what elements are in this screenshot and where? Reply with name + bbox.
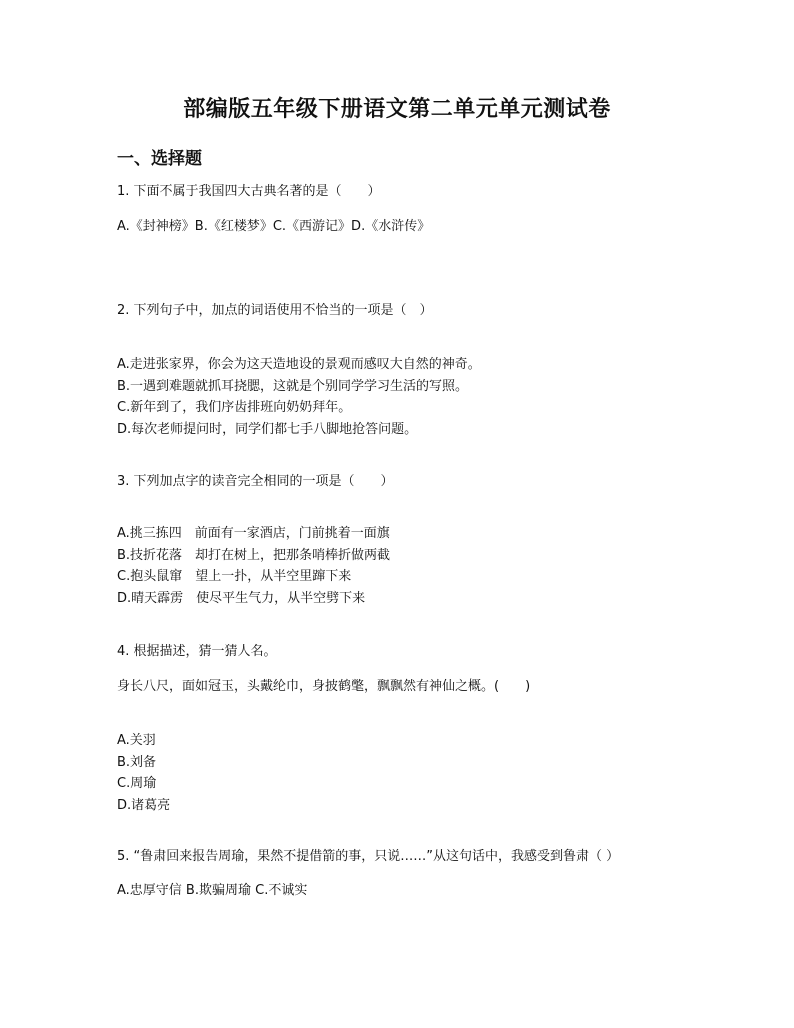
question-3-option-a: A.挑三拣四 前面有一家酒店，门前挑着一面旗 bbox=[117, 526, 390, 541]
question-3-option-c: C.抱头鼠窜 望上一扑，从半空里蹿下来 bbox=[117, 569, 352, 584]
question-4-stem: 4. 根据描述，猜一猜人名。 bbox=[117, 644, 277, 659]
question-1-options: A.《封神榜》B.《红楼梦》C.《西游记》D.《水浒传》 bbox=[117, 219, 431, 234]
question-2-option-d: D.每次老师提问时，同学们都七手八脚地抢答问题。 bbox=[117, 421, 418, 437]
question-2-option-b: B.一遇到难题就抓耳挠腮，这就是个别同学学习生活的写照。 bbox=[117, 378, 469, 394]
question-1-stem: 1. 下面不属于我国四大古典名著的是（ ） bbox=[117, 184, 381, 199]
question-4-options bbox=[117, 730, 170, 816]
question-2-option-a: A.走进张家界，你会为这天造地设的景观而感叹大自然的神奇。 bbox=[117, 357, 481, 372]
question-5-options: A.忠厚守信 B.欺骗周瑜 C.不诚实 bbox=[117, 883, 308, 898]
question-2-stem: 2. 下列句子中，加点的词语使用不恰当的一项是（ ） bbox=[117, 303, 433, 318]
document-title: 部编版五年级下册语文第二单元单元测试卷 bbox=[183, 96, 611, 122]
question-4-description: 身长八尺，面如冠玉，头戴纶巾，身披鹤氅，飘飘然有神仙之概。( ) bbox=[117, 679, 531, 694]
question-2-options bbox=[117, 354, 481, 440]
question-4-option-d: D.诸葛亮 bbox=[117, 797, 171, 813]
question-3-options bbox=[117, 523, 390, 609]
question-3-stem: 3. 下列加点字的读音完全相同的一项是（ ） bbox=[117, 474, 394, 489]
question-3-option-b: B.技折花落 却打在树上，把那条哨棒折做两截 bbox=[117, 547, 391, 563]
question-2-option-c: C.新年到了，我们序齿排班向奶奶拜年。 bbox=[117, 400, 352, 415]
question-4-option-c: C.周瑜 bbox=[117, 776, 157, 791]
question-5-stem: 5. “鲁肃回来报告周瑜，果然不提借箭的事，只说……”从这句话中，我感受到鲁肃（ ） bbox=[117, 849, 620, 864]
question-3-option-d: D.晴天霹雳 使尽平生气力，从半空劈下来 bbox=[117, 590, 366, 606]
section-heading: 一、选择题 bbox=[117, 149, 202, 169]
question-4-option-a: A.关羽 bbox=[117, 733, 156, 748]
question-4-option-b: B.刘备 bbox=[117, 754, 157, 770]
